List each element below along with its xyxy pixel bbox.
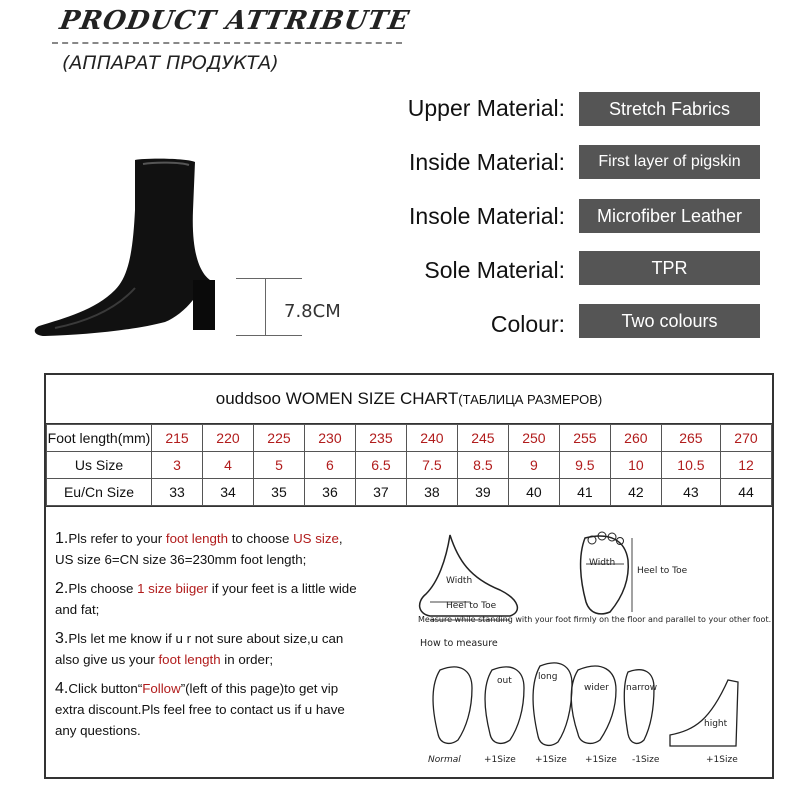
table-cell: 245 [457,425,508,452]
table-cell: 40 [508,479,559,506]
instruction-3 [55,628,395,670]
instruction-text: to choose [228,531,294,546]
table-cell: 235 [355,425,406,452]
size-chart-title-ru: (ТАБЛИЦА РАЗМЕРОВ) [458,391,603,407]
attribute-subtitle: (АППАРАТ ПРОДУКТА) [62,52,279,74]
table-cell: 220 [202,425,253,452]
instruction-text: in order; [220,652,274,667]
instruction-text: , [338,531,343,546]
upper-material-label: Upper Material: [407,95,565,121]
table-row-us-size [47,452,772,479]
table-cell: 6.5 [355,452,406,479]
table-cell: 39 [457,479,508,506]
instruction-highlight: 1 size biiger [137,581,209,596]
heel-to-toe-label-top: Heel to Toe [637,566,688,576]
table-cell: 10 [610,452,661,479]
instruction-number: 4. [55,680,69,697]
table-cell: 6 [304,452,355,479]
width-label-top: Width [589,558,616,568]
heel-to-toe-label-side: Heel to Toe [446,601,497,611]
instruction-number: 3. [55,630,69,647]
width-label-side: Width [446,576,473,586]
instruction-text: any questions. [55,723,141,738]
table-cell: 33 [152,479,203,506]
hight-label: hight [704,719,728,729]
table-cell: 12 [720,452,771,479]
table-cell: 240 [406,425,457,452]
colour-value: Two colours [579,304,760,338]
table-cell: 36 [304,479,355,506]
long-label: long [538,672,558,682]
table-cell: 43 [661,479,720,506]
narrow-label: narrow [626,683,658,693]
table-cell: 41 [559,479,610,506]
insole-material-label: Insole Material: [409,203,565,229]
size-chart-title-text: ouddsoo WOMEN SIZE CHART [215,389,459,408]
instruction-2 [55,578,395,620]
instruction-text: extra discount.Pls feel free to contact us if u have [55,702,345,717]
table-cell: 255 [559,425,610,452]
row-header: Us Size [47,452,152,479]
table-cell: 34 [202,479,253,506]
table-cell: 215 [152,425,203,452]
instruction-text: if your feet is a little wide [208,581,357,596]
heel-height-label: 7.8CM [284,301,341,322]
size-chart-title [46,375,772,424]
table-row-foot-length [47,425,772,452]
instruction-highlight: Follow [142,681,181,696]
table-cell: 9.5 [559,452,610,479]
size-change-label: +1Size [535,755,567,765]
instruction-highlight: foot length [165,531,228,546]
table-cell: 250 [508,425,559,452]
upper-material-value: Stretch Fabrics [579,92,760,126]
instruction-text: Pls refer to your [68,531,166,546]
table-cell: 9 [508,452,559,479]
instruction-text: Click button“ [68,681,143,696]
row-header: Eu/Cn Size [47,479,152,506]
table-cell: 4 [202,452,253,479]
out-label: out [497,676,512,686]
measure-note: Measure while standing with your foot firmly on the floor and parallel to your other foot. [418,615,772,624]
table-row-eu-cn-size [47,479,772,506]
chart-divider [46,506,772,507]
instruction-4 [55,678,395,741]
table-cell: 8.5 [457,452,508,479]
table-cell: 5 [253,452,304,479]
table-cell: 35 [253,479,304,506]
size-change-label: +1Size [706,755,738,765]
table-cell: 7.5 [406,452,457,479]
attribute-title: PRODUCT ATTRIBUTE [57,6,412,36]
instruction-highlight: US size [293,531,339,546]
instruction-highlight: foot length [158,652,221,667]
instruction-text: Pls let me know if u r not sure about size,u can [68,631,344,646]
title-underline [52,42,402,44]
instruction-text: US size 6=CN size 36=230mm foot length; [55,552,307,567]
table-cell: 37 [355,479,406,506]
instruction-text: also give us your [55,652,159,667]
instruction-number: 2. [55,580,69,597]
table-cell: 270 [720,425,771,452]
table-cell: 44 [720,479,771,506]
table-cell: 3 [152,452,203,479]
normal-label: Normal [428,755,461,765]
sole-material-label: Sole Material: [424,257,565,283]
insole-material-value: Microfiber Leather [579,199,760,233]
size-change-label: +1Size [484,755,516,765]
table-cell: 230 [304,425,355,452]
wider-label: wider [584,683,609,693]
inside-material-label: Inside Material: [409,149,565,175]
instruction-1 [55,528,395,570]
table-cell: 10.5 [661,452,720,479]
size-change-label: -1Size [632,755,660,765]
instruction-text: and fat; [55,602,100,617]
instruction-number: 1. [55,530,69,547]
instruction-text: Pls choose [68,581,138,596]
instruction-text: ”(left of this page)to get vip [180,681,339,696]
table-cell: 38 [406,479,457,506]
size-change-label: +1Size [585,755,617,765]
row-header: Foot length(mm) [47,425,152,452]
how-to-measure-label: How to measure [420,638,498,649]
table-cell: 42 [610,479,661,506]
sole-material-value: TPR [579,251,760,285]
table-cell: 265 [661,425,720,452]
size-table [46,424,772,506]
table-cell: 225 [253,425,304,452]
inside-material-value: First layer of pigskin [579,145,760,179]
colour-label: Colour: [490,311,565,337]
table-cell: 260 [610,425,661,452]
